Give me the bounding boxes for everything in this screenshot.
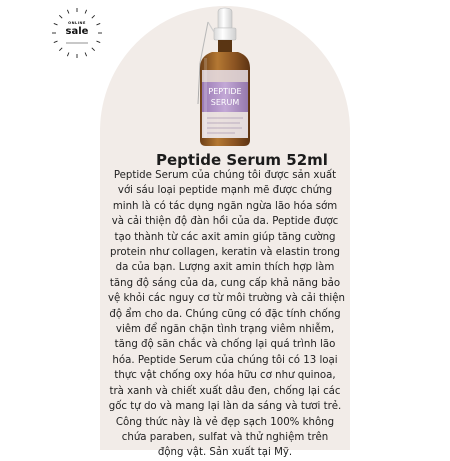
description-line: Công thức này là vẻ đẹp sạch 100% không xyxy=(115,416,335,428)
description-line: hóa. Peptide Serum của chúng tôi có 13 loại xyxy=(112,354,338,366)
description-line: trà xanh và chiết xuất dâu đen, chống lại các xyxy=(109,385,341,397)
description-line: chứa paraben, sulfat và thử nghiệm trên xyxy=(121,431,329,443)
description-line: động vật. Sản xuất tại Mỹ. xyxy=(157,447,293,459)
description-line: Peptide Serum của chúng tôi được sản xuất xyxy=(113,170,337,181)
product-title: Peptide Serum 52ml xyxy=(156,151,328,169)
description-line: với sáu loại peptide mạnh mẽ được chứng xyxy=(117,185,333,197)
serum-bottle-icon xyxy=(180,8,270,148)
label-line1: PEPTIDE xyxy=(208,87,242,96)
description-line: da của bạn. Lượng axit amin thích hợp làm xyxy=(115,262,335,274)
description-line: tăng độ săn chắc và chống lại quá trình lão xyxy=(114,339,336,351)
label-line2: SERUM xyxy=(210,98,240,107)
sale-badge xyxy=(50,6,104,60)
product-description xyxy=(108,168,345,461)
description-line: vệ khỏi các nguy cơ từ môi trường và cải thiện xyxy=(108,293,345,305)
description-line: độ ẩm cho da. Chúng cũng có đặc tính chống xyxy=(109,308,341,320)
description-line: minh là có tác dụng ngăn ngừa lão hóa sớm xyxy=(112,200,338,212)
description-line: tăng độ sáng của da, cung cấp khả năng bảo xyxy=(109,277,341,289)
description-line: protein như collagen, keratin và elastin trong xyxy=(109,247,340,259)
serum-bottle-image xyxy=(180,8,270,148)
description-line: thực vật chống oxy hóa hữu cơ như quinoa, xyxy=(114,370,336,382)
description-line: gốc tự do và mang lại làn da sáng và tươi trẻ. xyxy=(108,401,342,413)
badge-small-text: ONLINE xyxy=(68,21,86,25)
badge-big-text: sale xyxy=(65,26,89,37)
description-line: và cải thiện độ đàn hồi của da. Peptide được xyxy=(111,216,339,228)
description-line: tạo thành từ các axit amin giúp tăng cường xyxy=(114,231,336,243)
description-line: viêm để ngăn chặn tình trạng viêm nhiễm, xyxy=(115,324,335,336)
